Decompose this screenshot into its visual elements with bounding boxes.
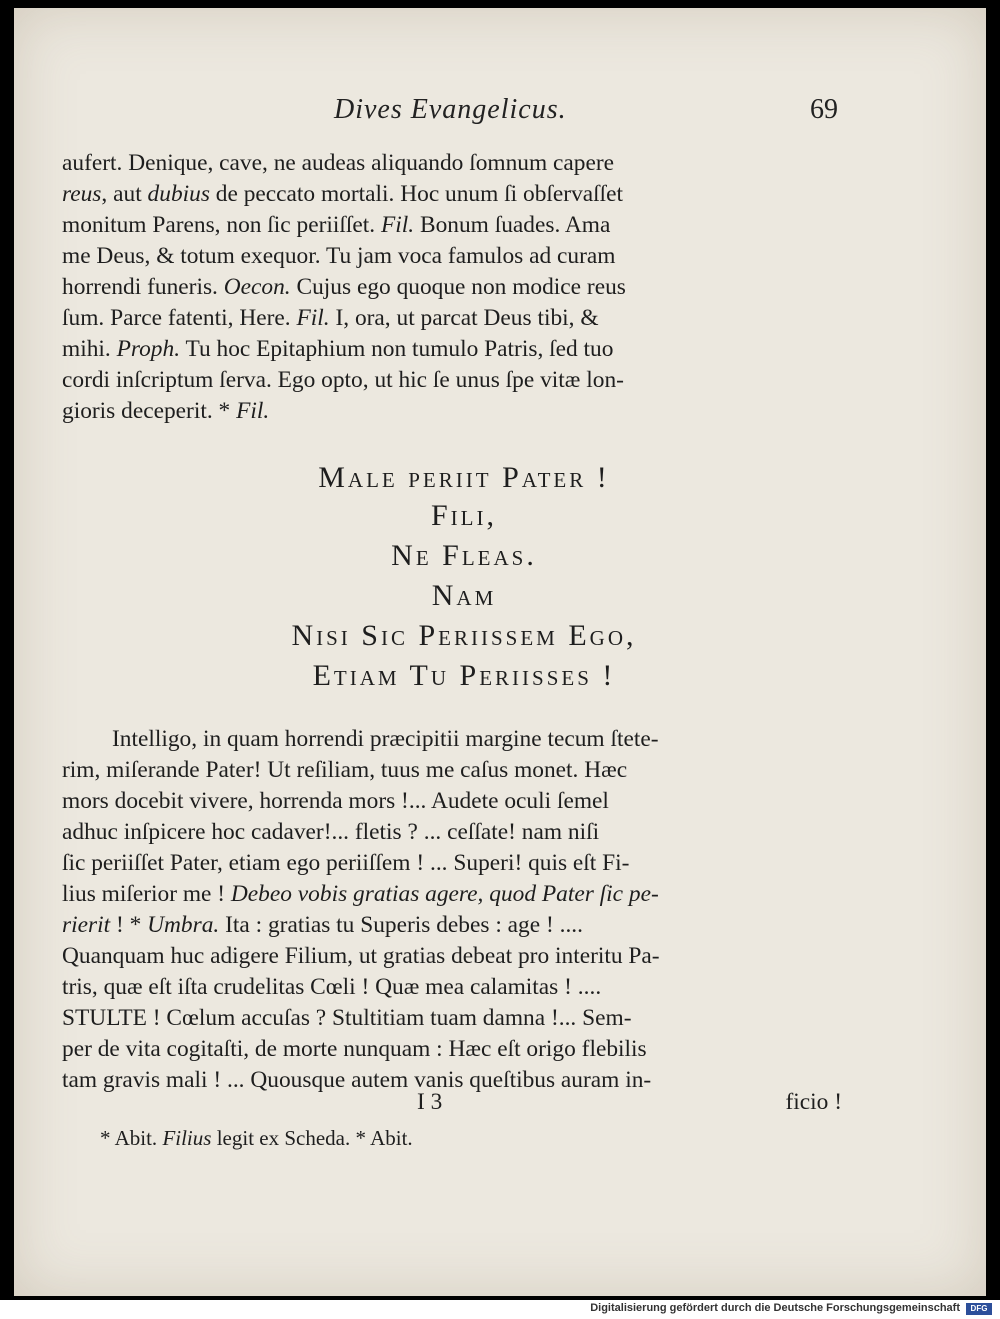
text-span: Cujus ego quoque non modice reus <box>290 274 626 300</box>
text-span: , aut <box>101 181 148 207</box>
epitaph-line: Male periit Pater ! <box>318 461 610 494</box>
text-span: ! * <box>110 912 148 938</box>
speaker-label: Fil. <box>296 305 330 331</box>
epitaph-line: Ne Fleas. <box>391 539 537 572</box>
text-span: ſum. Parce fatenti, Here. <box>62 305 297 331</box>
text-span: Tu hoc Epitaphium non tumulo Patris, ſed tuo <box>180 336 614 362</box>
text-span: gioris deceperit. * <box>62 398 237 424</box>
text-line: Intelligo, in quam horrendi præcipitii margine tecum ſtete- <box>112 726 659 752</box>
text-line <box>62 396 840 427</box>
text-line <box>62 910 842 941</box>
book-page <box>14 8 986 1296</box>
text-span: legit ex Scheda. * Abit. <box>211 1126 413 1150</box>
paragraph-1 <box>62 148 840 427</box>
text-line: per de vita cogitaſti, de morte nunquam : Hæc eſt origo flebilis <box>62 1036 647 1062</box>
text-line: tris, quæ eſt iſta crudelitas Cœli ! Quæ mea calamitas ! .... <box>62 974 602 1000</box>
text-line: rim, miſerande Pater! Ut reſiliam, tuus me caſus monet. Hæc <box>62 757 628 783</box>
page-header <box>14 90 986 130</box>
italic-phrase: rierit <box>62 912 111 938</box>
text-span: * Abit. <box>100 1126 163 1150</box>
text-line: STULTE ! Cœlum accuſas ? Stultitiam tuam damna !... Sem- <box>62 1005 632 1031</box>
text-line <box>62 303 840 334</box>
text-line <box>62 210 840 241</box>
footer-bar <box>0 1300 1000 1319</box>
text-line: aufert. Denique, cave, ne audeas aliquando ſomnum capere <box>62 150 615 176</box>
catch-word: ficio ! <box>785 1089 842 1115</box>
epitaph-line: Nam <box>431 579 497 612</box>
text-span: horrendi funeris. <box>62 274 224 300</box>
italic-phrase: Debeo vobis gratias agere, quod Pater ſic pe- <box>230 881 659 907</box>
text-span: monitum Parens, non ſic periiſſet. <box>62 212 381 238</box>
speaker-label: Filius <box>162 1126 212 1150</box>
text-line: tam gravis mali ! ... Quousque autem vanis queſtibus auram in- <box>62 1067 652 1093</box>
italic-word: dubius <box>147 181 210 207</box>
page-number: 69 <box>810 94 838 125</box>
speaker-label: Proph. <box>116 336 181 362</box>
text-span: lius miſerior me ! <box>62 881 231 907</box>
epitaph-line: Fili, <box>431 499 497 532</box>
italic-word: reus <box>62 181 102 207</box>
speaker-label: Fil. <box>380 212 415 238</box>
credit-text: Digitalisierung gefördert durch die Deutsche Forschungsgemeinschaft <box>590 1302 960 1314</box>
dfg-logo-icon: DFG <box>966 1303 992 1315</box>
footnote <box>100 1126 413 1151</box>
text-line <box>62 272 840 303</box>
speaker-label: Fil. <box>236 398 270 424</box>
epitaph-line: Etiam Tu Periisses ! <box>312 659 616 692</box>
text-span: Bonum ſuades. Ama <box>414 212 611 238</box>
epitaph <box>14 458 914 696</box>
speaker-label: Oecon. <box>223 274 291 300</box>
signature-line <box>62 1089 842 1119</box>
text-span: I, ora, ut parcat Deus tibi, & <box>329 305 599 331</box>
running-title: Dives Evangelicus. <box>334 94 567 125</box>
text-line <box>62 179 840 210</box>
text-line: mors docebit vivere, horrenda mors !... Audete oculi ſemel <box>62 788 609 814</box>
text-span: de peccato mortali. Hoc unum ſi obſervaſſet <box>209 181 624 207</box>
text-line <box>62 334 840 365</box>
epitaph-line: Nisi Sic Periissem Ego, <box>291 619 637 652</box>
text-line <box>62 879 842 910</box>
text-span: Ita : gratias tu Superis debes : age ! .... <box>219 912 584 938</box>
text-line: Quanquam huc adigere Filium, ut gratias debeat pro interitu Pa- <box>62 943 660 969</box>
text-line: cordi inſcriptum ſerva. Ego opto, ut hic ſe unus ſpe vitæ lon- <box>62 367 624 393</box>
text-line: adhuc inſpicere hoc cadaver!... fletis ? ... ceſſate! nam niſi <box>62 819 600 845</box>
text-line: ſic periiſſet Pater, etiam ego periiſſem ! ... Superi! quis eſt Fi- <box>62 850 630 876</box>
text-line: me Deus, & totum exequor. Tu jam voca famulos ad curam <box>62 243 616 269</box>
text-span: mihi. <box>62 336 117 362</box>
paragraph-2 <box>62 724 842 1096</box>
printer-signature: I 3 <box>417 1089 443 1115</box>
speaker-label: Umbra. <box>147 912 220 938</box>
